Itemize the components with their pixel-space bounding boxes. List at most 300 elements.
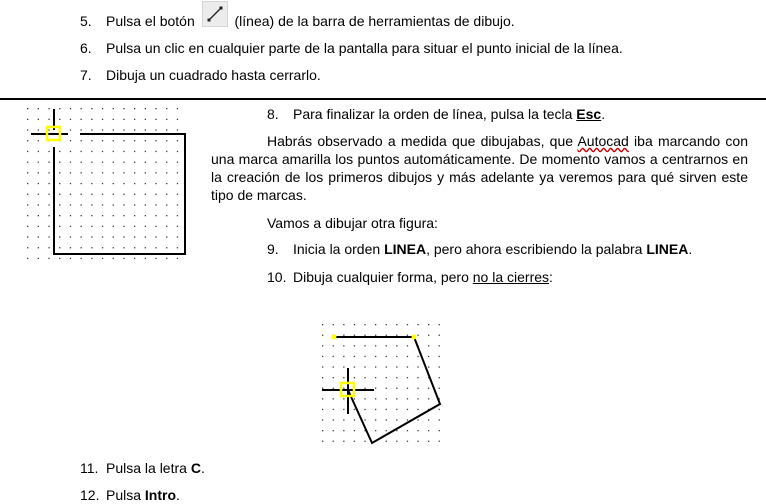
grid-dot [134, 204, 135, 205]
grid-dot [59, 236, 60, 237]
grid-dot [48, 236, 49, 237]
grid-dot [343, 388, 344, 389]
grid-dot [155, 236, 156, 237]
step-text: Pulsa [106, 487, 145, 503]
grid-dot [27, 194, 28, 195]
grid-dot [134, 151, 135, 152]
grid-dot [38, 108, 39, 109]
grid-dot [333, 377, 334, 378]
grid-dot [375, 356, 376, 357]
grid-dot [102, 108, 103, 109]
grid-dot [396, 356, 397, 357]
line-tool-icon [202, 1, 228, 27]
grid-dot [343, 398, 344, 399]
grid-dot [81, 194, 82, 195]
grid-dot [375, 366, 376, 367]
grid-dot [123, 129, 124, 130]
grid-dot [123, 140, 124, 141]
grid-dot [375, 409, 376, 410]
grid-dot [364, 441, 365, 442]
grid-dot [155, 247, 156, 248]
step-text: Pulsa el botón [106, 13, 195, 29]
grid-dot [439, 335, 440, 336]
grid-dot [81, 129, 82, 130]
grid-dot [364, 377, 365, 378]
grid-dot [177, 108, 178, 109]
grid-dot [354, 324, 355, 325]
step-10 [267, 269, 553, 286]
grid-dot [145, 194, 146, 195]
grid-dot [113, 119, 114, 120]
grid-dot [396, 419, 397, 420]
step-9 [267, 241, 692, 258]
grid-dot [439, 366, 440, 367]
punctuation: . [176, 487, 180, 503]
yellow-endpoint-marker [332, 335, 337, 340]
grid-dot [396, 377, 397, 378]
grid-dot [70, 108, 71, 109]
grid-dot [59, 172, 60, 173]
horizontal-divider [0, 98, 766, 100]
grid-dot [145, 119, 146, 120]
grid-dot [38, 183, 39, 184]
grid-dot [123, 194, 124, 195]
grid-dot [70, 119, 71, 120]
step-7 [80, 67, 321, 84]
grid-dot [407, 324, 408, 325]
grid-dot [364, 356, 365, 357]
grid-dot [396, 335, 397, 336]
grid-dot [322, 409, 323, 410]
grid-dot [134, 194, 135, 195]
grid-dot [417, 366, 418, 367]
grid-dot [439, 409, 440, 410]
punctuation: . [200, 460, 205, 476]
grid-dot [439, 419, 440, 420]
grid-dot [48, 129, 49, 130]
grid-dot [407, 356, 408, 357]
grid-dot [70, 162, 71, 163]
grid-dot [343, 441, 344, 442]
grid-dot [113, 140, 114, 141]
paragraph-text: iba marcando con una marca amarilla los puntos automáticamente. De momento vamos a centrarnos en la creación de los primeros dibujos y más adelante ya veremos para qué sirven este tipo de marcas. [211, 133, 748, 203]
grid-dot [322, 430, 323, 431]
grid-dot [48, 215, 49, 216]
grid-dot [113, 162, 114, 163]
grid-dot [375, 324, 376, 325]
grid-dot [386, 398, 387, 399]
grid-dot [91, 119, 92, 120]
grid-dot [123, 258, 124, 259]
grid-dot [91, 151, 92, 152]
grid-dot [177, 194, 178, 195]
open-shape-figure [318, 318, 458, 448]
step-6 [80, 40, 623, 57]
closed-square-figure [22, 103, 192, 273]
grid-dot [102, 183, 103, 184]
grid-dot [123, 226, 124, 227]
grid-dot [27, 258, 28, 259]
grid-dot [322, 388, 323, 389]
key-esc: Esc [576, 106, 602, 122]
grid-dot [134, 162, 135, 163]
grid-dot [386, 345, 387, 346]
autocad-word: Autocad [577, 133, 629, 149]
paragraph-text: Habrás observado a medida que dibujabas, que [267, 133, 578, 149]
grid-dot [123, 151, 124, 152]
grid-dot [343, 419, 344, 420]
grid-dot [70, 183, 71, 184]
grid-dot [38, 226, 39, 227]
grid-dot [70, 194, 71, 195]
grid-dot [407, 345, 408, 346]
key-c: C [190, 460, 201, 476]
grid-dot [102, 129, 103, 130]
grid-dot [59, 226, 60, 227]
grid-dot [38, 172, 39, 173]
command-linea: LINEA [646, 241, 689, 257]
grid-dot [145, 151, 146, 152]
grid-dot [81, 215, 82, 216]
punctuation: : [549, 269, 553, 285]
grid-dot [166, 162, 167, 163]
grid-dot [177, 183, 178, 184]
grid-dot [177, 119, 178, 120]
grid-dot [386, 430, 387, 431]
grid-dot [417, 430, 418, 431]
grid-dot [343, 335, 344, 336]
grid-dot [407, 419, 408, 420]
grid-dot [375, 345, 376, 346]
grid-dot [48, 258, 49, 259]
grid-dot [38, 151, 39, 152]
grid-dot [27, 247, 28, 248]
grid-dot [27, 204, 28, 205]
step-number: 11. [80, 460, 99, 476]
grid-dot [386, 377, 387, 378]
grid-dot [354, 356, 355, 357]
grid-dot [343, 356, 344, 357]
grid-dot [354, 398, 355, 399]
grid-dot [396, 345, 397, 346]
grid-dot [70, 215, 71, 216]
grid-dot [333, 398, 334, 399]
step-number: 8. [267, 106, 279, 122]
grid-dot [48, 119, 49, 120]
grid-dot [59, 204, 60, 205]
grid-dot [81, 204, 82, 205]
grid-dot [134, 247, 135, 248]
grid-dot [375, 430, 376, 431]
grid-dot [123, 247, 124, 248]
grid-dot [27, 119, 28, 120]
step-number: 6. [80, 40, 92, 56]
grid-dot [439, 430, 440, 431]
step-8 [267, 106, 605, 123]
grid-dot [102, 194, 103, 195]
grid-dot [102, 236, 103, 237]
grid-dot [91, 236, 92, 237]
grid-dot [48, 204, 49, 205]
grid-dot [396, 409, 397, 410]
grid-dot [102, 226, 103, 227]
grid-dot [354, 335, 355, 336]
grid-dot [102, 162, 103, 163]
grid-dot [364, 345, 365, 346]
grid-dot [155, 204, 156, 205]
grid-dot [134, 215, 135, 216]
grid-dot [123, 172, 124, 173]
grid-dot [166, 204, 167, 205]
grid-dot [145, 258, 146, 259]
grid-dot [322, 356, 323, 357]
step-text: Pulsa la letra [106, 460, 191, 476]
grid-dot [343, 430, 344, 431]
grid-dot [155, 119, 156, 120]
grid-dot [70, 151, 71, 152]
grid-dot [322, 377, 323, 378]
grid-dot [59, 258, 60, 259]
grid-dot [134, 226, 135, 227]
step-5 [80, 13, 515, 39]
grid-dot [59, 162, 60, 163]
step-text: Para finalizar la orden de línea, pulsa la tecla [293, 106, 577, 122]
grid-dot [102, 172, 103, 173]
grid-dot [113, 151, 114, 152]
grid-dot [145, 215, 146, 216]
grid-dot [38, 162, 39, 163]
grid-dot [102, 247, 103, 248]
grid-dot [155, 215, 156, 216]
grid-dot [81, 108, 82, 109]
grid-dot [386, 335, 387, 336]
grid-dot [70, 172, 71, 173]
grid-dot [177, 215, 178, 216]
grid-dot [417, 388, 418, 389]
grid-dot [166, 108, 167, 109]
grid-dot [386, 366, 387, 367]
grid-dot [417, 377, 418, 378]
grid-dot [145, 226, 146, 227]
grid-dot [134, 183, 135, 184]
grid-dot [417, 356, 418, 357]
grid-dot [322, 419, 323, 420]
grid-dot [113, 194, 114, 195]
step-text: Dibuja cualquier forma, pero [293, 269, 473, 285]
grid-dot [177, 162, 178, 163]
grid-dot [333, 441, 334, 442]
grid-dot [102, 140, 103, 141]
grid-dot [166, 194, 167, 195]
grid-dot [48, 162, 49, 163]
grid-dot [322, 441, 323, 442]
grid-dot [417, 419, 418, 420]
grid-dot [166, 140, 167, 141]
grid-dot [166, 183, 167, 184]
grid-dot [166, 172, 167, 173]
grid-dot [113, 258, 114, 259]
grid-dot [81, 236, 82, 237]
punctuation: . [688, 241, 693, 257]
grid-dot [177, 129, 178, 130]
grid-dot [417, 398, 418, 399]
grid-dot [113, 172, 114, 173]
step-number: 12. [80, 487, 100, 503]
grid-dot [81, 247, 82, 248]
grid-dot [177, 236, 178, 237]
grid-dot [354, 377, 355, 378]
grid-dot [417, 324, 418, 325]
grid-dot [145, 183, 146, 184]
grid-dot [364, 388, 365, 389]
grid-dot [396, 366, 397, 367]
grid-dot [386, 419, 387, 420]
grid-dot [123, 162, 124, 163]
grid-dot [155, 183, 156, 184]
grid-dot [396, 388, 397, 389]
grid-dot [333, 430, 334, 431]
grid-dot [27, 226, 28, 227]
grid-dot [428, 356, 429, 357]
grid-dot [145, 236, 146, 237]
grid-dot [81, 151, 82, 152]
grid-dot [38, 129, 39, 130]
grid-dot [396, 441, 397, 442]
grid-dot [145, 204, 146, 205]
grid-dot [145, 129, 146, 130]
step-12 [80, 487, 180, 504]
grid-dot [155, 140, 156, 141]
grid-dot [177, 151, 178, 152]
grid-dot [333, 409, 334, 410]
grid-dot [81, 226, 82, 227]
grid-dot [91, 183, 92, 184]
step-number: 5. [80, 13, 92, 29]
step-number: 10. [267, 269, 287, 285]
grid-dot [354, 441, 355, 442]
grid-dot [27, 108, 28, 109]
grid-dot [38, 215, 39, 216]
grid-dot [375, 419, 376, 420]
grid-dot [38, 247, 39, 248]
grid-dot [145, 108, 146, 109]
square-outline [54, 134, 185, 254]
grid-dot [428, 441, 429, 442]
grid-dot [145, 247, 146, 248]
grid-dot [59, 151, 60, 152]
grid-dot [59, 183, 60, 184]
command-linea: LINEA [384, 241, 427, 257]
grid-dot [396, 324, 397, 325]
grid-dot [396, 430, 397, 431]
grid-dot [343, 345, 344, 346]
grid-dot [113, 247, 114, 248]
grid-dot [166, 226, 167, 227]
grid-dot [48, 226, 49, 227]
grid-dot [123, 183, 124, 184]
grid-dot [386, 441, 387, 442]
grid-dot [407, 377, 408, 378]
grid-dot [439, 377, 440, 378]
grid-dot [70, 236, 71, 237]
grid-dot [113, 236, 114, 237]
grid-dot [134, 119, 135, 120]
grid-dot [343, 377, 344, 378]
grid-dot [386, 356, 387, 357]
step-11 [80, 460, 205, 477]
grid-dot [166, 247, 167, 248]
grid-dot [134, 236, 135, 237]
grid-dot [70, 204, 71, 205]
grid-dot [81, 119, 82, 120]
step-text: Dibuja un cuadrado hasta cerrarlo. [106, 67, 321, 83]
grid-dot [113, 183, 114, 184]
grid-dot [428, 345, 429, 346]
grid-dot [322, 324, 323, 325]
grid-dot [38, 119, 39, 120]
grid-dot [91, 140, 92, 141]
grid-dot [354, 366, 355, 367]
grid-dot [333, 324, 334, 325]
grid-dot [386, 409, 387, 410]
grid-dot [38, 204, 39, 205]
grid-dot [81, 258, 82, 259]
grid-dot [59, 108, 60, 109]
grid-dot [27, 236, 28, 237]
grid-dot [48, 151, 49, 152]
grid-dot [396, 398, 397, 399]
grid-dot [59, 215, 60, 216]
step-text: , pero ahora escribiendo la palabra [426, 241, 647, 257]
grid-dot [145, 172, 146, 173]
grid-dot [439, 356, 440, 357]
grid-dot [91, 226, 92, 227]
grid-dot [134, 140, 135, 141]
grid-dot [38, 258, 39, 259]
grid-dot [81, 162, 82, 163]
grid-dot [134, 172, 135, 173]
grid-dot [354, 419, 355, 420]
grid-dot [177, 140, 178, 141]
grid-dot [439, 441, 440, 442]
grid-dot [48, 247, 49, 248]
grid-dot [102, 151, 103, 152]
grid-dot [428, 335, 429, 336]
grid-dot [91, 162, 92, 163]
step-text: Pulsa un clic en cualquier parte de la pantalla para situar el punto inicial de la línea. [106, 40, 623, 56]
grid-dot [81, 140, 82, 141]
grid-dot [322, 398, 323, 399]
grid-dot [123, 215, 124, 216]
grid-dot [113, 226, 114, 227]
grid-dot [91, 247, 92, 248]
grid-dot [27, 140, 28, 141]
grid-dot [155, 258, 156, 259]
step-text: (línea) de la barra de herramientas de dibujo. [234, 13, 515, 29]
grid-dot [322, 345, 323, 346]
grid-dot [123, 204, 124, 205]
grid-dot [145, 140, 146, 141]
grid-dot [91, 215, 92, 216]
grid-dot [177, 172, 178, 173]
grid-dot [48, 183, 49, 184]
grid-dot [38, 194, 39, 195]
grid-dot [177, 226, 178, 227]
grid-dot [428, 388, 429, 389]
grid-dot [354, 345, 355, 346]
grid-dot [91, 258, 92, 259]
grid-dot [417, 441, 418, 442]
